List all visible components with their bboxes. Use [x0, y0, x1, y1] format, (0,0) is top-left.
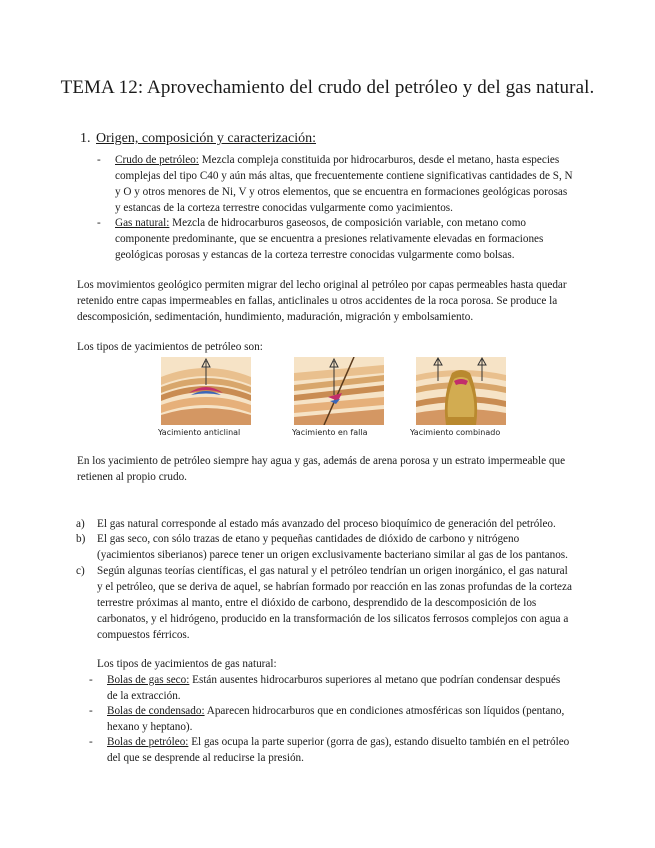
- bullet-dash: -: [97, 154, 101, 166]
- item-text-line: geológicas porosas y estancas de la corteza terrestre conocidas vulgarmente como bolsas.: [115, 249, 515, 261]
- item-term: Crudo de petróleo:: [115, 154, 199, 166]
- item-text-line: Están ausentes hidrocarburos superiores al metano que podrían condensar después: [189, 674, 561, 686]
- item-text-line: y O y otros menores de Ni, V y otros elementos, que se encuentra en formaciones geológicas porosas: [115, 186, 568, 198]
- anticline-reservoir-figure: [161, 357, 251, 425]
- paragraph: Los tipos de yacimientos de petróleo son:: [77, 341, 263, 353]
- item-text-line: complejas del tipo C40 y aún más altas, que frecuentemente contiene significativas cantidades de S, N: [115, 170, 573, 182]
- page-title: TEMA 12: Aprovechamiento del crudo del petróleo y del gas natural.: [60, 77, 595, 98]
- paragraph-line: Los movimientos geológico permiten migrar del lecho original al petróleo por capas permeables hasta quedar: [77, 279, 567, 291]
- item-text-line: Mezcla de hidrocarburos gaseosos, de composición variable, con metano como: [169, 217, 527, 229]
- bullet-dash: -: [89, 736, 93, 748]
- item-text-line: de la extracción.: [107, 690, 181, 702]
- item-text-line: Mezcla compleja constituida por hidrocarburos, desde el metano, hasta especies: [198, 154, 560, 166]
- item-term: Bolas de gas seco:: [107, 674, 190, 686]
- bullet-dash: -: [97, 217, 101, 229]
- paragraph-line: retienen al propio crudo.: [77, 471, 187, 483]
- item-term: Gas natural:: [115, 217, 170, 229]
- section-heading: [80, 131, 316, 147]
- paragraph-line: En los yacimiento de petróleo siempre hay agua y gas, además de arena porosa y un estrato impermeable que: [77, 455, 566, 467]
- item-text-line: (yacimientos siberianos) parece tener un origen exclusivamente bacteriano similar al gas de los pantanos.: [97, 549, 568, 561]
- list-item: [97, 152, 605, 216]
- paragraph: [77, 277, 597, 325]
- item-text-line: El gas natural corresponde al estado más avanzado del proceso bioquímico de generación del petróleo.: [97, 518, 556, 530]
- item-text-line: y estancas de la corteza terrestre conocidas vulgarmente como yacimientos.: [115, 202, 453, 214]
- fault-reservoir-figure: [294, 357, 384, 425]
- item-letter: c): [76, 565, 85, 577]
- bullet-dash: -: [89, 674, 93, 686]
- paragraph: [77, 453, 597, 485]
- list-item: [97, 215, 605, 263]
- paragraph-line: retenido entre capas impermeables en fallas, anticlinales u otros accidentes de la roca porosa. Se produce la: [77, 295, 558, 307]
- item-letter: a): [76, 518, 85, 530]
- item-text-line: El gas seco, con sólo trazas de etano y pequeñas cantidades de dióxido de carbono y nitrógeno: [97, 533, 520, 545]
- list-item: [89, 672, 607, 704]
- lettered-item: [76, 563, 607, 643]
- section-number: 1.: [80, 131, 91, 146]
- lettered-item: [76, 516, 607, 532]
- item-letter: b): [76, 533, 86, 545]
- figure-caption: Yacimiento en falla: [292, 428, 368, 437]
- item-text-line: Aparecen hidrocarburos que en condiciones atmosféricas son líquidos (pentano,: [204, 705, 565, 717]
- figure-caption: Yacimiento anticlinal: [158, 428, 241, 437]
- list-item: [89, 734, 607, 766]
- paragraph-line: descomposición, sedimentación, hundimiento, maduración, migración y embolsamiento.: [77, 311, 474, 323]
- item-text-line: hexano y heptano).: [107, 721, 193, 733]
- figure-caption: Yacimiento combinado: [410, 428, 501, 437]
- item-text-line: compuestos férricos.: [97, 629, 190, 641]
- item-text-line: Según algunas teorías científicas, el gas natural y el petróleo tendrían un origen inorgánico, el gas natural: [97, 565, 568, 577]
- combined-reservoir-figure: [416, 357, 506, 425]
- item-text-line: del que se desprende al reducirse la presión.: [107, 752, 304, 764]
- item-text-line: y el petróleo, que se deriva de aquel, se habrían formado por reacción en las zonas profundas de la corteza: [97, 581, 572, 593]
- item-text-line: carbonatos, y el hidrógeno, producido en la transformación de los silicatos ferrosos complejos con agua a: [97, 613, 569, 625]
- item-text-line: componente predominante, que se encuentra a presiones relativamente elevadas en formaciones: [115, 233, 544, 245]
- paragraph: Los tipos de yacimientos de gas natural:: [97, 658, 277, 670]
- section-heading-text: Origen, composición y caracterización:: [96, 131, 317, 146]
- item-term: Bolas de petróleo:: [107, 736, 189, 748]
- lettered-item: [76, 531, 607, 563]
- bullet-dash: -: [89, 705, 93, 717]
- item-term: Bolas de condensado:: [107, 705, 205, 717]
- item-text-line: terrestre próximas al manto, entre el dióxido de carbono, desprendido de la descomposición de los: [97, 597, 537, 609]
- item-text-line: El gas ocupa la parte superior (gorra de gas), estando disuelto también en el petróleo: [188, 736, 570, 748]
- list-item: [89, 703, 607, 735]
